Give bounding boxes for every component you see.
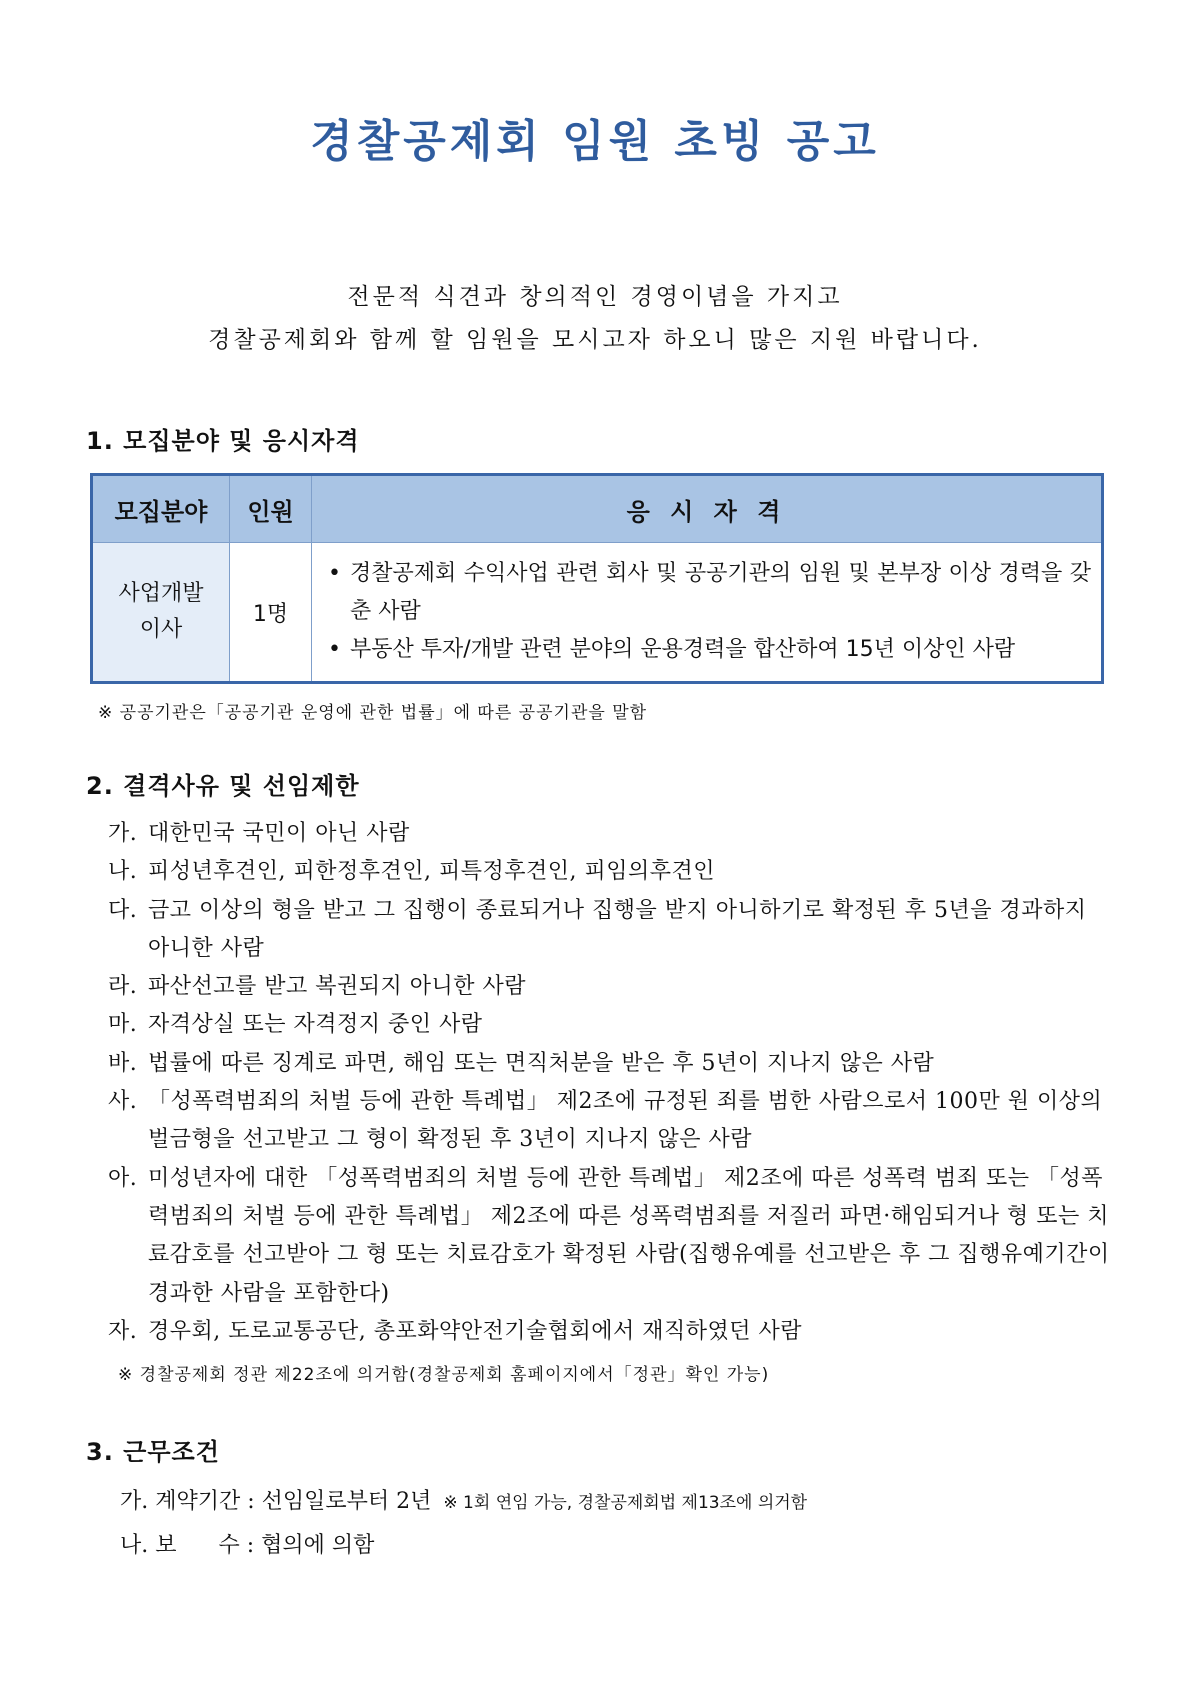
item-text: 피성년후견인, 피한정후견인, 피특정후견인, 피임의후견인 xyxy=(148,859,716,885)
disqualification-list xyxy=(108,815,1114,1351)
item-marker: 자. xyxy=(108,1318,138,1344)
qualification-list xyxy=(326,555,1091,669)
section1-note: ※ 공공기관은「공공기관 운영에 관한 법률」에 따른 공공기관을 말함 xyxy=(98,703,648,723)
header-qualifications: 응 시 자 격 xyxy=(312,475,1103,543)
intro-line-1: 전문적 식견과 창의적인 경영이념을 가지고 xyxy=(347,284,843,310)
salary-label: 나. 보 수 : 협의에 의함 xyxy=(120,1533,375,1558)
category-line-2: 이사 xyxy=(139,617,183,642)
item-text: 법률에 따른 징계로 파면, 해임 또는 면직처분을 받은 후 5년이 지나지 않은 사람 xyxy=(148,1050,935,1076)
header-category: 모집분야 xyxy=(92,475,230,543)
contract-note: ※ 1회 연임 가능, 경찰공제회법 제13조에 의거함 xyxy=(443,1493,808,1513)
item-marker: 바. xyxy=(108,1050,138,1076)
section2-note: ※ 경찰공제회 정관 제22조에 의거함(경찰공제회 홈페이지에서「정관」확인 가능) xyxy=(118,1365,770,1385)
item-text: 「성폭력범죄의 처벌 등에 관한 특례법」 제2조에 규정된 죄를 범한 사람으로서 100만 원 이상의 벌금형을 선고받고 그 형이 확정된 후 3년이 지나지 않은 사람 xyxy=(148,1089,1103,1153)
item-marker: 아. xyxy=(108,1165,138,1191)
list-item xyxy=(108,815,1114,853)
item-text: 자격상실 또는 자격정지 중인 사람 xyxy=(148,1012,483,1038)
recruitment-table xyxy=(90,473,1104,684)
item-marker: 사. xyxy=(108,1089,138,1115)
header-count: 인원 xyxy=(230,475,312,543)
list-item xyxy=(108,1313,1114,1351)
work-condition-salary xyxy=(120,1528,374,1559)
section3-heading: 3. 근무조건 xyxy=(86,1438,220,1466)
item-text: 금고 이상의 형을 받고 그 집행이 종료되거나 집행을 받지 아니하기로 확정된 후 5년을 경과하지 아니한 사람 xyxy=(148,897,1087,961)
contract-label: 가. 계약기간 : 선임일로부터 2년 xyxy=(120,1489,432,1514)
qualification-item: • 경찰공제회 수익사업 관련 회사 및 공공기관의 임원 및 본부장 이상 경력을 갖춘 사람 xyxy=(326,555,1091,631)
item-text: 미성년자에 대한 「성폭력범죄의 처벌 등에 관한 특례법」 제2조에 따른 성폭력 범죄 또는 「성폭력범죄의 처벌 등에 관한 특례법」 제2조에 따른 성폭력범죄를 저질러 파면·해임되거나 형 또는 치료감호를 선고받아 그 형 또는 치료감호가 확정된 사람(집행유예를 선고받은 후 그 집행유예기간이 경과한 사람을 포함한다) xyxy=(148,1165,1110,1306)
work-condition-contract xyxy=(120,1484,807,1515)
list-item xyxy=(108,892,1114,969)
list-item xyxy=(108,1160,1114,1313)
intro-text xyxy=(0,276,1190,362)
item-text: 대한민국 국민이 아닌 사람 xyxy=(148,821,410,846)
section1-heading: 1. 모집분야 및 응시자격 xyxy=(86,427,360,455)
item-text: 파산선고를 받고 복권되지 아니한 사람 xyxy=(148,974,527,1000)
table-header-row xyxy=(92,475,1103,543)
item-marker: 가. xyxy=(108,821,138,846)
item-text: 경우회, 도로교통공단, 총포화약안전기술협회에서 재직하였던 사람 xyxy=(148,1318,803,1344)
intro-line-2: 경찰공제회와 함께 할 임원을 모시고자 하오니 많은 지원 바랍니다. xyxy=(208,327,982,353)
category-line-1: 사업개발 xyxy=(118,581,204,606)
cell-count: 1명 xyxy=(230,543,312,683)
cell-qualifications xyxy=(312,543,1103,683)
section2-heading: 2. 결격사유 및 선임제한 xyxy=(86,772,360,800)
item-marker: 나. xyxy=(108,859,138,885)
item-marker: 다. xyxy=(108,897,138,923)
list-item xyxy=(108,1006,1114,1044)
cell-category xyxy=(92,543,230,683)
item-marker: 마. xyxy=(108,1012,138,1038)
list-item xyxy=(108,853,1114,891)
list-item xyxy=(108,1083,1114,1160)
page-title: 경찰공제회 임원 초빙 공고 xyxy=(310,116,880,167)
item-marker: 라. xyxy=(108,974,138,1000)
qualification-item: • 부동산 투자/개발 관련 분야의 운용경력을 합산하여 15년 이상인 사람 xyxy=(326,631,1091,669)
table-row xyxy=(92,543,1103,683)
list-item xyxy=(108,1045,1114,1083)
list-item xyxy=(108,968,1114,1006)
